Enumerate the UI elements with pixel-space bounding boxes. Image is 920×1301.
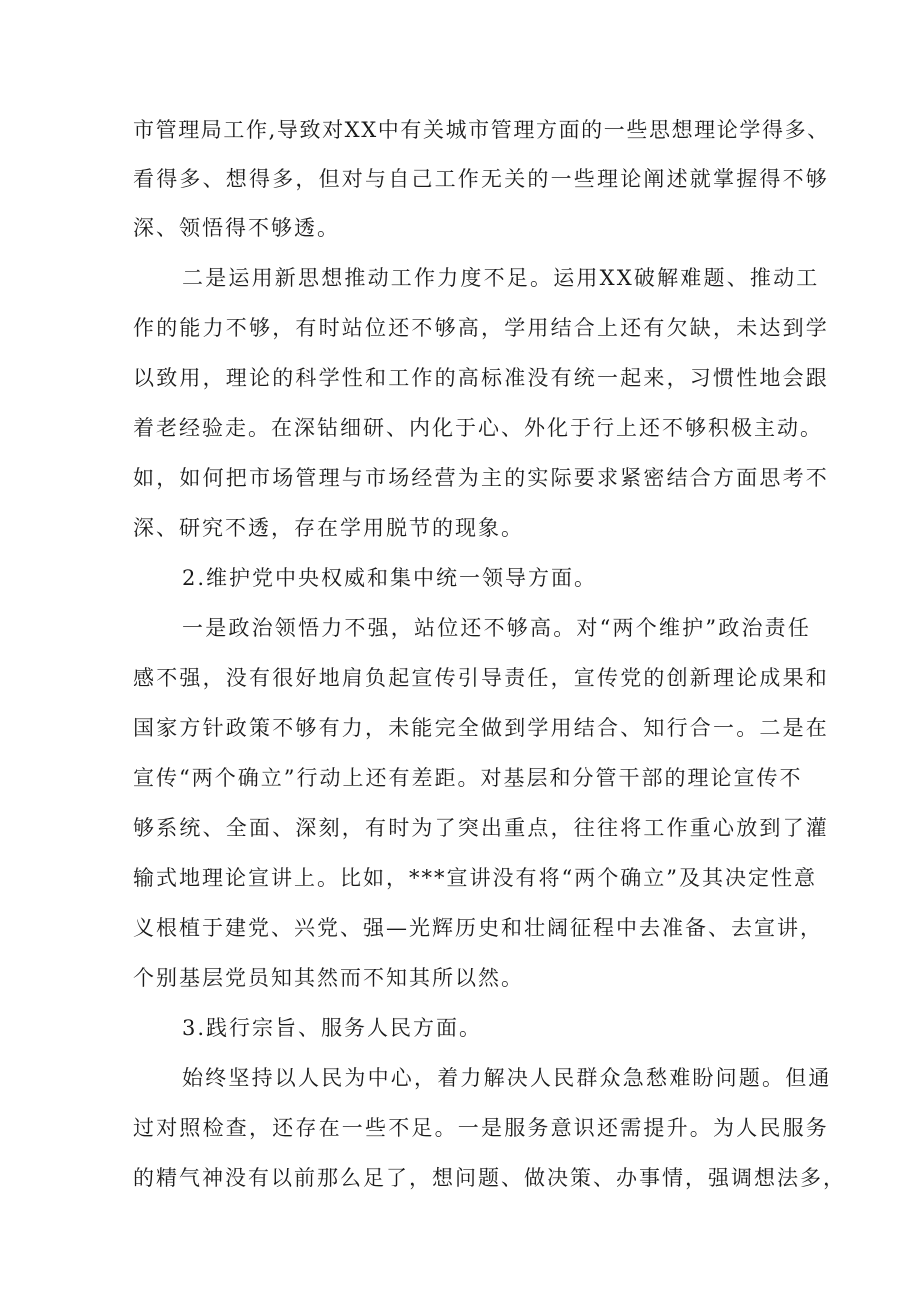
- section-heading: 3.践行宗旨、服务人民方面。: [182, 1016, 483, 1040]
- text-line: 输式地理论宣讲上。比如，***宣讲没有将“两个确立”及其决定性意: [133, 866, 817, 890]
- text-line: 市管理局工作,导致对XX中有关城市管理方面的一些思想理论学得多、: [133, 118, 830, 142]
- text-line: 一是政治领悟力不强，站位还不够高。对“两个维护”政治责任: [182, 616, 812, 640]
- text-line: 义根植于建党、兴党、强—光辉历史和壮阔征程中去准备、去宣讲，: [133, 916, 823, 940]
- text-line: 宣传“两个确立”行动上还有差距。对基层和分管干部的理论宣传不: [133, 766, 803, 790]
- text-line: 作的能力不够，有时站位还不够高，学用结合上还有欠缺，未达到学: [133, 316, 829, 340]
- text-line: 看得多、想得多，但对与自己工作无关的一些理论阐述就掌握得不够: [133, 167, 829, 191]
- text-line: 以致用，理论的科学性和工作的高标准没有统一起来，习惯性地会跟: [133, 366, 829, 390]
- text-line: 如，如何把市场管理与市场经营为主的实际要求紧密结合方面思考不: [133, 466, 829, 490]
- text-line: 过对照检查，还存在一些不足。一是服务意识还需提升。为人民服务: [133, 1116, 829, 1140]
- text-line: 始终坚持以人民为中心，着力解决人民群众急愁难盼问题。但通: [182, 1066, 832, 1090]
- text-line: 深、研究不透，存在学用脱节的现象。: [133, 516, 524, 540]
- text-line: 感不强，没有很好地肩负起宣传引导责任，宣传党的创新理论成果和: [133, 666, 829, 690]
- text-line: 国家方针政策不够有力，未能完全做到学用结合、知行合一。二是在: [133, 716, 829, 740]
- text-line: 二是运用新思想推动工作力度不足。运用XX破解难题、推动工: [182, 266, 820, 290]
- section-heading: 2.维护党中央权威和集中统一领导方面。: [182, 566, 598, 590]
- text-line: 够系统、全面、深刻，有时为了突出重点，往往将工作重心放到了灌: [133, 816, 829, 840]
- text-line: 深、领悟得不够透。: [133, 216, 340, 240]
- text-line: 着老经验走。在深钻细研、内化于心、外化于行上还不够积极主动。: [133, 416, 823, 440]
- text-line: 个别基层党员知其然而不知其所以然。: [133, 966, 524, 990]
- text-line: 的精气神没有以前那么足了，想问题、做决策、办事情，强调想法多，: [133, 1166, 846, 1190]
